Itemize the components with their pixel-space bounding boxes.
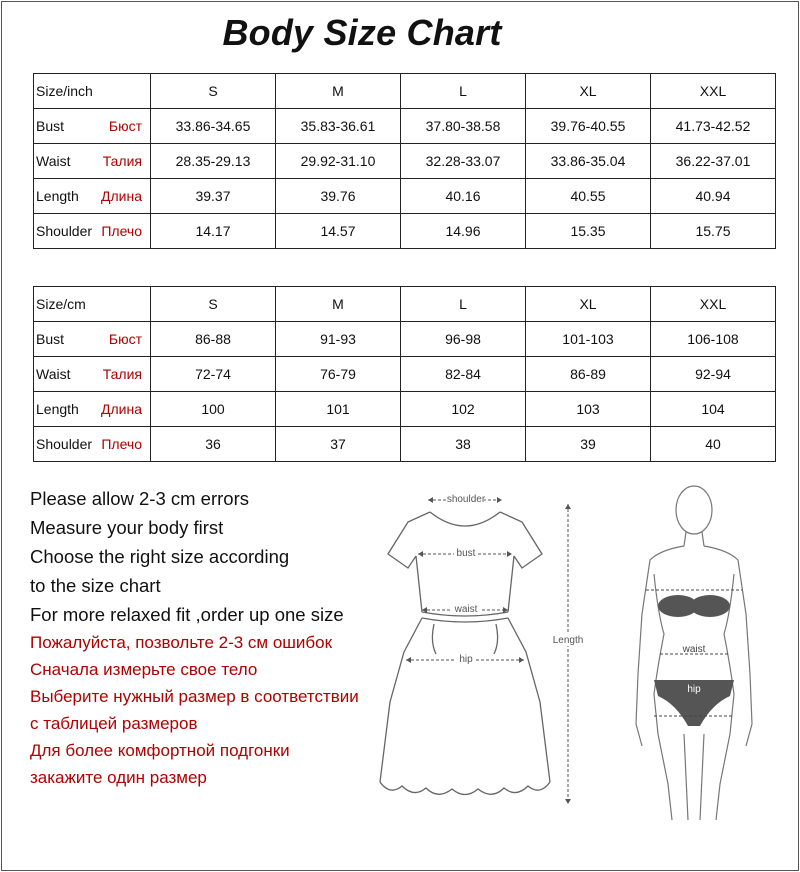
table-cell: 101-103 (526, 322, 651, 357)
row-label-en: Waist (36, 153, 71, 169)
note-line-en: to the size chart (30, 575, 161, 596)
table-row (34, 322, 776, 357)
table-cell: 15.35 (526, 214, 651, 249)
table-header-cell: Size/cm (34, 287, 151, 322)
table-cell: 86-88 (151, 322, 276, 357)
row-label-ru: Талия (102, 366, 142, 382)
table-cell: 76-79 (276, 357, 401, 392)
body-measurement-figure (624, 484, 764, 824)
dress-measurement-diagram (370, 482, 600, 812)
table-cell: 86-89 (526, 357, 651, 392)
table-cell: 29.92-31.10 (276, 144, 401, 179)
inch-size-table (33, 73, 776, 249)
shoulder-label: shoulder (446, 494, 486, 505)
table-header-cell: XXL (651, 74, 776, 109)
note-line-ru: Выберите нужный размер в соответствии (30, 687, 359, 706)
table-cell: 41.73-42.52 (651, 109, 776, 144)
table-cell: 37.80-38.58 (401, 109, 526, 144)
table-cell: 28.35-29.13 (151, 144, 276, 179)
table-header-cell: S (151, 287, 276, 322)
table-row (34, 214, 776, 249)
table-cell: 14.57 (276, 214, 401, 249)
table-cell: 33.86-35.04 (526, 144, 651, 179)
note-line-ru: закажите один размер (30, 768, 207, 787)
table-cell: 72-74 (151, 357, 276, 392)
note-line-en: Choose the right size according (30, 546, 290, 567)
row-label-cell (34, 427, 151, 462)
table-header-cell: M (276, 287, 401, 322)
length-label: Length (552, 635, 584, 646)
table-cell: 39.76-40.55 (526, 109, 651, 144)
table-cell: 104 (651, 392, 776, 427)
table-cell: 39.76 (276, 179, 401, 214)
table-row (34, 144, 776, 179)
row-label-ru: Плечо (101, 223, 142, 239)
table-cell: 96-98 (401, 322, 526, 357)
table-header-row (34, 74, 776, 109)
page-title: Body Size Chart (222, 12, 502, 53)
row-label-en: Shoulder (36, 436, 93, 452)
table-cell: 40.55 (526, 179, 651, 214)
table-row (34, 109, 776, 144)
table-row (34, 392, 776, 427)
table-header-cell: S (151, 74, 276, 109)
table-header-cell: XL (526, 287, 651, 322)
table-cell: 14.17 (151, 214, 276, 249)
bust-label: bust (456, 548, 476, 559)
row-label-cell (34, 322, 151, 357)
note-line-ru: Сначала измерьте свое тело (30, 660, 258, 679)
table-cell: 101 (276, 392, 401, 427)
row-label-cell (34, 357, 151, 392)
row-label-ru: Длина (101, 401, 142, 417)
row-label-ru: Бюст (108, 118, 142, 134)
table-row (34, 179, 776, 214)
table-cell: 14.96 (401, 214, 526, 249)
table-cell: 91-93 (276, 322, 401, 357)
table-cell: 35.83-36.61 (276, 109, 401, 144)
row-label-ru: Талия (102, 153, 142, 169)
table-header-cell: Size/inch (34, 74, 151, 109)
table-header-row (34, 287, 776, 322)
body-waist-label: waist (682, 644, 706, 655)
note-line-en: Please allow 2-3 cm errors (30, 488, 249, 509)
row-label-en: Length (36, 401, 79, 417)
table-header-cell: XL (526, 74, 651, 109)
table-cell: 102 (401, 392, 526, 427)
arrow-heads (406, 497, 571, 804)
table-cell: 36.22-37.01 (651, 144, 776, 179)
table-cell: 82-84 (401, 357, 526, 392)
row-label-ru: Плечо (101, 436, 142, 452)
table-row (34, 357, 776, 392)
note-line-ru: с таблицей размеров (30, 714, 198, 733)
row-label-cell (34, 214, 151, 249)
table-cell: 92-94 (651, 357, 776, 392)
table-cell: 38 (401, 427, 526, 462)
table-cell: 36 (151, 427, 276, 462)
row-label-cell (34, 179, 151, 214)
table-cell: 106-108 (651, 322, 776, 357)
row-label-cell (34, 392, 151, 427)
body-bust-label: bust (684, 588, 704, 599)
table-cell: 39 (526, 427, 651, 462)
table-cell: 100 (151, 392, 276, 427)
table-cell: 40.16 (401, 179, 526, 214)
hip-label: hip (459, 654, 473, 665)
row-label-en: Waist (36, 366, 71, 382)
row-label-cell (34, 144, 151, 179)
table-cell: 103 (526, 392, 651, 427)
cm-size-table (33, 286, 776, 462)
table-cell: 33.86-34.65 (151, 109, 276, 144)
body-hip-label: hip (687, 684, 701, 695)
row-label-ru: Длина (101, 188, 142, 204)
table-header-cell: XXL (651, 287, 776, 322)
row-label-en: Bust (36, 118, 65, 134)
measurement-notes (30, 484, 390, 791)
row-label-cell (34, 109, 151, 144)
table-cell: 32.28-33.07 (401, 144, 526, 179)
note-line-ru: Для более комфортной подгонки (30, 741, 290, 760)
measure-lines (406, 500, 568, 804)
table-cell: 40 (651, 427, 776, 462)
table-cell: 39.37 (151, 179, 276, 214)
table-cell: 40.94 (651, 179, 776, 214)
note-line-en: For more relaxed fit ,order up one size (30, 604, 344, 625)
table-header-cell: M (276, 74, 401, 109)
table-cell: 15.75 (651, 214, 776, 249)
row-label-en: Shoulder (36, 223, 93, 239)
waist-label: waist (454, 604, 478, 615)
table-header-cell: L (401, 74, 526, 109)
table-header-cell: L (401, 287, 526, 322)
table-row (34, 427, 776, 462)
note-line-en: Measure your body first (30, 517, 224, 538)
table-cell: 37 (276, 427, 401, 462)
row-label-en: Length (36, 188, 79, 204)
note-line-ru: Пожалуйста, позвольте 2-3 см ошибок (30, 633, 333, 652)
row-label-ru: Бюст (108, 331, 142, 347)
row-label-en: Bust (36, 331, 65, 347)
